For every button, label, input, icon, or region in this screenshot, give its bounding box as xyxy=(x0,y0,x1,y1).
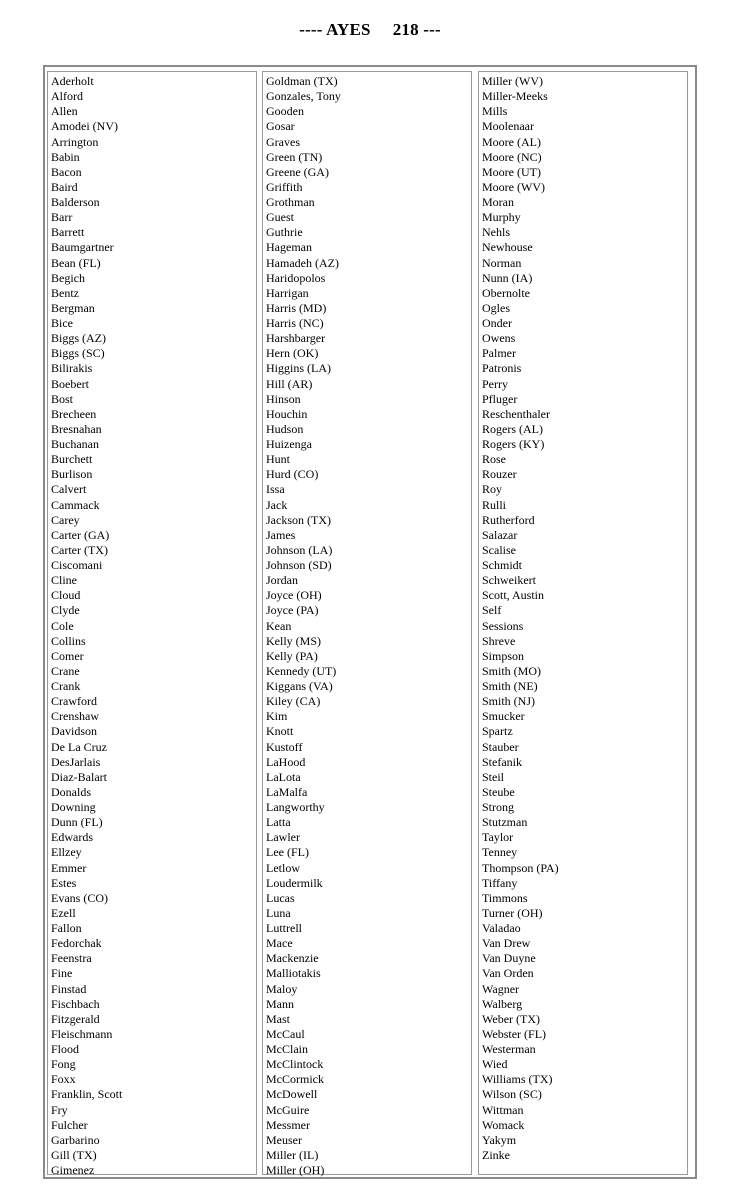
member-name: Bresnahan xyxy=(51,421,102,436)
member-name: Tiffany xyxy=(482,875,518,890)
member-name: Biggs (SC) xyxy=(51,346,105,361)
names-column-2 xyxy=(262,71,472,1175)
member-name: Moore (UT) xyxy=(482,164,541,179)
member-name: Franklin, Scott xyxy=(51,1087,123,1102)
member-name: Joyce (OH) xyxy=(266,588,322,603)
member-name: Arrington xyxy=(51,134,99,149)
member-name: Fleischmann xyxy=(51,1026,113,1041)
member-name: Wagner xyxy=(482,981,520,996)
member-name: Joyce (PA) xyxy=(266,603,319,618)
member-name: Cole xyxy=(51,618,74,633)
member-name: Tenney xyxy=(482,845,518,860)
member-name: Burlison xyxy=(51,467,93,482)
member-name: Shreve xyxy=(482,633,516,648)
member-name: Obernolte xyxy=(482,285,530,300)
member-name: Greene (GA) xyxy=(266,164,329,179)
member-name: Biggs (AZ) xyxy=(51,331,106,346)
member-name: Roy xyxy=(482,482,503,497)
member-name: Finstad xyxy=(51,981,87,996)
member-name: Cloud xyxy=(51,588,81,603)
member-name: Gooden xyxy=(266,104,304,119)
member-name: Reschenthaler xyxy=(482,406,550,421)
member-name: Stutzman xyxy=(482,815,528,830)
member-name: Schweikert xyxy=(482,573,536,588)
member-name: Haridopolos xyxy=(266,270,326,285)
member-name: Lee (FL) xyxy=(266,845,309,860)
member-name: Moolenaar xyxy=(482,119,534,134)
member-name: Guthrie xyxy=(266,225,303,240)
member-name: Calvert xyxy=(51,482,87,497)
member-name: Miller (IL) xyxy=(266,1147,319,1162)
member-name: McDowell xyxy=(266,1087,318,1102)
member-name: Walberg xyxy=(482,996,523,1011)
member-name: Patronis xyxy=(482,361,522,376)
member-name: Harris (MD) xyxy=(266,300,327,315)
member-name: Bergman xyxy=(51,300,95,315)
member-name: Collins xyxy=(51,633,86,648)
member-name: Ogles xyxy=(482,300,510,315)
member-name: Graves xyxy=(266,134,300,149)
member-name: Webster (FL) xyxy=(482,1026,547,1041)
member-name: Taylor xyxy=(482,830,514,845)
member-name: Scalise xyxy=(482,542,516,557)
member-name: Huizenga xyxy=(266,437,312,451)
member-name: Hudson xyxy=(266,421,304,436)
member-name: Self xyxy=(482,603,502,618)
member-name: Moore (NC) xyxy=(482,149,542,164)
member-name: Stefanik xyxy=(482,754,522,769)
member-name: Fry xyxy=(51,1102,68,1117)
member-name: McCormick xyxy=(266,1072,324,1087)
member-name: Aderholt xyxy=(51,74,94,88)
member-name: Mast xyxy=(266,1011,290,1026)
member-name: Loudermilk xyxy=(266,875,323,890)
member-name: Yakym xyxy=(482,1132,517,1147)
member-name: De La Cruz xyxy=(51,739,107,754)
member-name: Edwards xyxy=(51,830,93,845)
member-name: Flood xyxy=(51,1042,80,1056)
member-name: Amodei (NV) xyxy=(51,119,118,134)
member-name: Messmer xyxy=(266,1117,310,1132)
member-name: Nunn (IA) xyxy=(482,270,533,285)
member-name: Jackson (TX) xyxy=(266,512,331,527)
member-name: Murphy xyxy=(482,210,521,225)
member-name: Donalds xyxy=(51,784,91,799)
member-name: Bean (FL) xyxy=(51,255,101,270)
member-name: James xyxy=(266,527,296,542)
member-name: Harshbarger xyxy=(266,331,326,346)
member-name: Babin xyxy=(51,149,80,164)
member-name: Kustoff xyxy=(266,739,303,754)
member-name: Cline xyxy=(51,573,77,588)
member-name: Brecheen xyxy=(51,406,97,421)
member-name: LaMalfa xyxy=(266,784,308,799)
member-name: Burchett xyxy=(51,452,93,467)
member-name: Boebert xyxy=(51,376,89,391)
member-name: Rogers (KY) xyxy=(482,437,545,451)
member-name: Mackenzie xyxy=(266,951,319,966)
member-name: Scott, Austin xyxy=(482,588,545,603)
member-name: Clyde xyxy=(51,603,80,618)
member-name: Kiggans (VA) xyxy=(266,679,333,693)
member-name: Issa xyxy=(266,482,285,497)
member-name: Gosar xyxy=(266,119,295,134)
member-name: Downing xyxy=(51,800,96,814)
member-name: Barrett xyxy=(51,225,85,240)
member-name: Estes xyxy=(51,875,77,890)
member-name: Lucas xyxy=(266,890,295,905)
member-name: Kean xyxy=(266,618,292,633)
heading-count: 218 --- xyxy=(392,20,441,39)
member-name: Timmons xyxy=(482,890,528,905)
member-name: Hill (AR) xyxy=(266,376,313,391)
member-name: Schmidt xyxy=(482,558,523,572)
member-name: Ciscomani xyxy=(51,558,103,572)
member-name: Jordan xyxy=(266,573,298,588)
member-name: Emmer xyxy=(51,860,87,875)
member-name: Spartz xyxy=(482,724,513,739)
member-name: Strong xyxy=(482,800,515,814)
member-name: Cammack xyxy=(51,497,100,512)
member-name: Luttrell xyxy=(266,921,302,935)
member-name: Knott xyxy=(266,724,294,739)
member-name: Dunn (FL) xyxy=(51,815,103,830)
member-name: Foxx xyxy=(51,1072,76,1087)
member-name: Carter (TX) xyxy=(51,542,108,557)
member-name: Baird xyxy=(51,179,78,194)
member-name: Fallon xyxy=(51,921,82,935)
member-name: Garbarino xyxy=(51,1132,100,1147)
member-name: Wilson (SC) xyxy=(482,1087,542,1102)
member-name: Hamadeh (AZ) xyxy=(266,255,339,270)
member-name: Sessions xyxy=(482,618,524,633)
member-name: Gimenez xyxy=(51,1163,95,1177)
member-name: Higgins (LA) xyxy=(266,361,331,376)
member-name: Miller-Meeks xyxy=(482,89,548,104)
member-name: McGuire xyxy=(266,1102,310,1117)
member-name: Van Orden xyxy=(482,966,534,981)
member-name: Smucker xyxy=(482,709,525,724)
member-name: Owens xyxy=(482,331,516,346)
member-name: Malliotakis xyxy=(266,966,321,981)
member-name: Perry xyxy=(482,376,508,391)
member-name: McCaul xyxy=(266,1026,305,1041)
member-name: McClain xyxy=(266,1042,308,1056)
member-name: Harrigan xyxy=(266,285,309,300)
member-name: Kennedy (UT) xyxy=(266,663,337,678)
member-name: Johnson (SD) xyxy=(266,558,332,572)
member-name: Van Drew xyxy=(482,936,531,951)
member-name: Rose xyxy=(482,452,506,467)
member-name: Griffith xyxy=(266,179,303,194)
member-name: Goldman (TX) xyxy=(266,74,338,88)
member-name: Hurd (CO) xyxy=(266,467,319,482)
member-name: Steil xyxy=(482,769,505,784)
member-name: Moore (AL) xyxy=(482,134,541,149)
member-name: Rogers (AL) xyxy=(482,421,543,436)
member-name: Van Duyne xyxy=(482,951,536,966)
member-name: LaLota xyxy=(266,769,301,784)
member-name: Allen xyxy=(51,104,78,119)
member-name: Smith (NE) xyxy=(482,679,538,693)
member-name: Simpson xyxy=(482,648,525,663)
member-name: Luna xyxy=(266,905,291,920)
member-name: Houchin xyxy=(266,406,308,421)
member-name: Weber (TX) xyxy=(482,1011,541,1026)
member-name: Rulli xyxy=(482,497,507,512)
member-name: Green (TN) xyxy=(266,149,323,164)
member-name: Mann xyxy=(266,996,294,1011)
member-name: Davidson xyxy=(51,724,97,739)
member-name: Fine xyxy=(51,966,73,981)
member-name: Zinke xyxy=(482,1147,510,1162)
member-name: Feenstra xyxy=(51,951,92,966)
member-name: Moore (WV) xyxy=(482,179,545,194)
heading-label: ---- AYES xyxy=(299,20,371,39)
member-name: Johnson (LA) xyxy=(266,542,333,557)
member-name: Harris (NC) xyxy=(266,316,324,330)
member-name: DesJarlais xyxy=(51,754,101,769)
member-name: Bilirakis xyxy=(51,361,93,376)
member-name: Latta xyxy=(266,815,291,830)
member-name: Langworthy xyxy=(266,800,325,814)
member-name: Newhouse xyxy=(482,240,533,255)
member-name: Fitzgerald xyxy=(51,1011,100,1026)
member-name: Onder xyxy=(482,316,512,330)
member-name: Mills xyxy=(482,104,508,119)
names-column-1 xyxy=(47,71,257,1175)
member-name: Smith (NJ) xyxy=(482,694,536,709)
member-name: Begich xyxy=(51,270,85,285)
member-name: Westerman xyxy=(482,1042,536,1056)
member-name: Bentz xyxy=(51,285,79,300)
member-name: Turner (OH) xyxy=(482,905,543,920)
member-name: Carter (GA) xyxy=(51,527,110,542)
member-name: Fulcher xyxy=(51,1117,88,1132)
member-name: Miller (OH) xyxy=(266,1163,325,1177)
member-name: Lawler xyxy=(266,830,300,845)
member-name: Moran xyxy=(482,195,514,209)
member-name: Maloy xyxy=(266,981,298,996)
member-name: Rouzer xyxy=(482,467,517,482)
vote-heading xyxy=(0,20,740,40)
member-name: Crenshaw xyxy=(51,709,99,724)
member-name: Hinson xyxy=(266,391,301,406)
member-name: Letlow xyxy=(266,860,300,875)
member-name: Williams (TX) xyxy=(482,1072,553,1087)
member-name: Fedorchak xyxy=(51,936,102,951)
member-name: Comer xyxy=(51,648,84,663)
member-name: Wied xyxy=(482,1057,508,1072)
member-name: McClintock xyxy=(266,1057,324,1072)
member-name: Valadao xyxy=(482,921,521,935)
member-name: Bost xyxy=(51,391,74,406)
member-name: Kelly (PA) xyxy=(266,648,318,663)
member-name: Grothman xyxy=(266,195,315,209)
member-name: Salazar xyxy=(482,527,518,542)
member-name: Crawford xyxy=(51,694,97,709)
member-name: Kim xyxy=(266,709,288,724)
member-name: Meuser xyxy=(266,1132,302,1147)
member-name: Balderson xyxy=(51,195,100,209)
member-name: Ezell xyxy=(51,905,76,920)
member-name: Thompson (PA) xyxy=(482,860,559,875)
names-column-3 xyxy=(478,71,688,1175)
member-name: Smith (MO) xyxy=(482,663,542,678)
member-name: Pfluger xyxy=(482,391,518,406)
member-name: Hunt xyxy=(266,452,290,467)
member-name: Gonzales, Tony xyxy=(266,89,341,104)
member-name: Palmer xyxy=(482,346,516,361)
member-name: Womack xyxy=(482,1117,525,1132)
member-name: Baumgartner xyxy=(51,240,114,255)
member-name: Evans (CO) xyxy=(51,890,108,905)
member-name: Alford xyxy=(51,89,83,104)
member-name: Bacon xyxy=(51,164,82,179)
member-name: Fong xyxy=(51,1057,76,1072)
member-name: Carey xyxy=(51,512,80,527)
member-name: Guest xyxy=(266,210,294,225)
member-name: Crank xyxy=(51,679,81,693)
member-name: Gill (TX) xyxy=(51,1147,97,1162)
member-name: Stauber xyxy=(482,739,519,754)
member-name: Steube xyxy=(482,784,515,799)
member-name: Fischbach xyxy=(51,996,100,1011)
member-name: Miller (WV) xyxy=(482,74,543,88)
member-name: Barr xyxy=(51,210,73,225)
member-name: Mace xyxy=(266,936,293,951)
member-name: Bice xyxy=(51,316,73,330)
member-name: Buchanan xyxy=(51,437,99,451)
member-name: LaHood xyxy=(266,754,306,769)
member-name: Ellzey xyxy=(51,845,82,860)
member-name: Diaz-Balart xyxy=(51,769,107,784)
member-name: Rutherford xyxy=(482,512,535,527)
member-name: Hern (OK) xyxy=(266,346,319,361)
member-name: Wittman xyxy=(482,1102,524,1117)
names-table xyxy=(43,65,697,1179)
member-name: Crane xyxy=(51,663,80,678)
member-name: Hageman xyxy=(266,240,312,255)
member-name: Norman xyxy=(482,255,522,270)
member-name: Kelly (MS) xyxy=(266,633,321,648)
member-name: Jack xyxy=(266,497,288,512)
member-name: Kiley (CA) xyxy=(266,694,321,709)
member-name: Nehls xyxy=(482,225,510,240)
